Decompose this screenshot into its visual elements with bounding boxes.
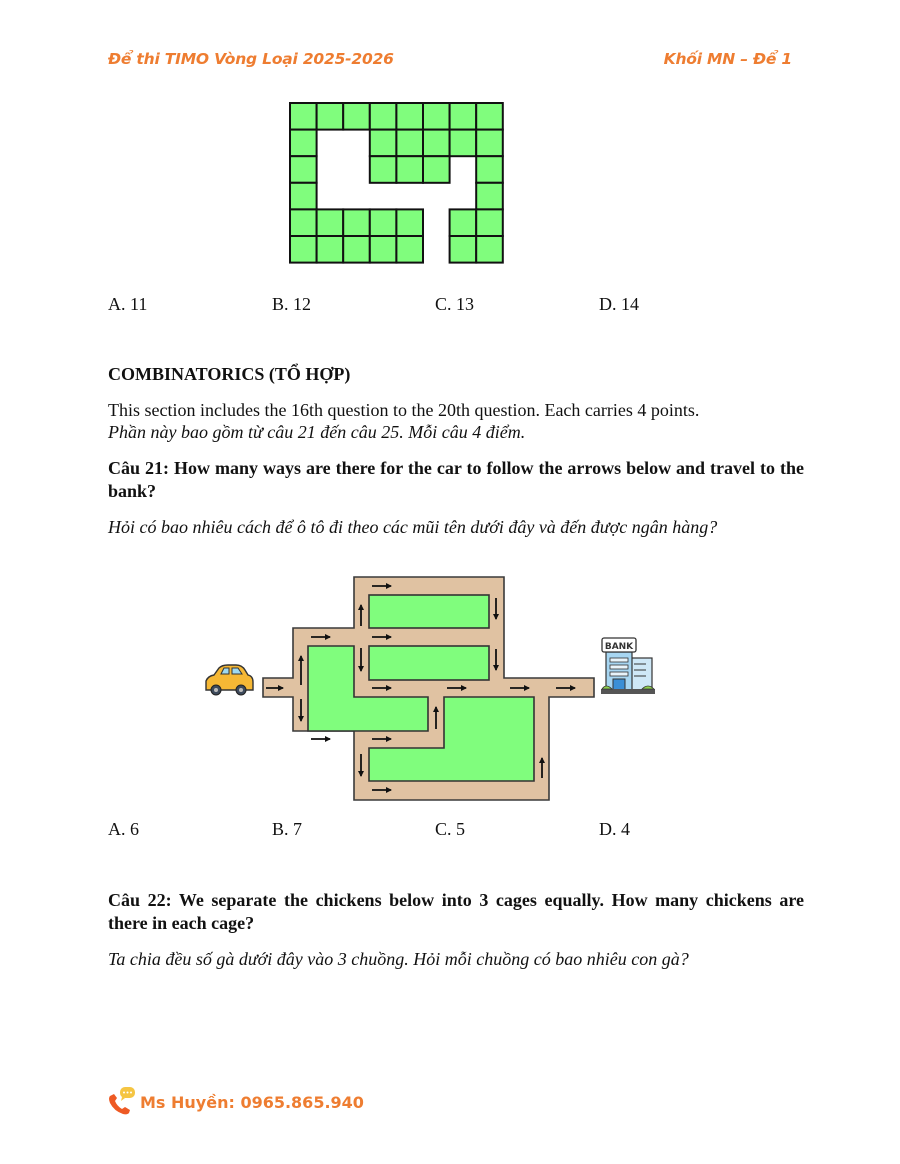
grid-cell bbox=[396, 103, 423, 130]
grid-cell bbox=[317, 103, 344, 130]
grid-cell bbox=[290, 103, 317, 130]
q21-title-en: Câu 21: How many ways are there for the car to follow the arrows below and travel to the bank? bbox=[108, 458, 804, 501]
q20-option-c[interactable]: C. 13 bbox=[435, 294, 475, 314]
grid-cell bbox=[476, 236, 503, 263]
grid-cell bbox=[396, 130, 423, 157]
grid-cell bbox=[370, 103, 397, 130]
grid-figure-svg bbox=[288, 101, 506, 275]
q21-option-d[interactable]: D. 4 bbox=[599, 819, 630, 839]
maze-svg bbox=[195, 570, 675, 810]
grid-cell bbox=[343, 103, 370, 130]
section-desc-vi: Phần này bao gồm từ câu 21 đến câu 25. Mỗi câu 4 điểm. bbox=[108, 422, 526, 442]
q22-title-en: Câu 22: We separate the chickens below into 3 cages equally. How many chickens are there in each cage? bbox=[108, 890, 804, 933]
grid-cell bbox=[290, 183, 317, 210]
block-middle bbox=[369, 646, 489, 680]
grid-cell bbox=[450, 209, 477, 236]
grid-cell bbox=[343, 236, 370, 263]
grid-cell bbox=[476, 156, 503, 183]
grid-cell bbox=[370, 156, 397, 183]
grid-cell bbox=[290, 156, 317, 183]
grid-cell bbox=[317, 209, 344, 236]
header-title: Để thi TIMO Vòng Loại 2025-2026 bbox=[108, 50, 394, 68]
grid-cell bbox=[423, 130, 450, 157]
grid-cell bbox=[396, 209, 423, 236]
q21-option-c[interactable]: C. 5 bbox=[435, 819, 466, 839]
grid-cell bbox=[290, 236, 317, 263]
bank-icon bbox=[601, 638, 655, 694]
grid-cell bbox=[476, 209, 503, 236]
grid-cell bbox=[476, 183, 503, 210]
phone-chat-icon bbox=[106, 1086, 140, 1118]
car-icon bbox=[206, 665, 253, 695]
section-title: COMBINATORICS (TỔ HỢP) bbox=[108, 364, 351, 384]
grid-cell bbox=[396, 236, 423, 263]
grid-cell bbox=[396, 156, 423, 183]
grid-figure bbox=[288, 101, 506, 280]
grid-cell bbox=[290, 209, 317, 236]
grid-cell bbox=[370, 209, 397, 236]
q21-title-vi: Hỏi có bao nhiêu cách để ô tô đi theo các mũi tên dưới đây và đến được ngân hàng? bbox=[108, 517, 718, 537]
section-desc-en: This section includes the 16th question to the 20th question. Each carries 4 points. bbox=[108, 400, 700, 420]
q20-option-b[interactable]: B. 12 bbox=[272, 294, 312, 314]
grid-cell bbox=[423, 103, 450, 130]
q21-option-b[interactable]: B. 7 bbox=[272, 819, 303, 839]
grid-cell bbox=[290, 130, 317, 157]
grid-cell bbox=[476, 130, 503, 157]
q21-option-a[interactable]: A. 6 bbox=[108, 819, 139, 839]
footer-contact-text[interactable]: Ms Huyền: 0965.865.940 bbox=[140, 1092, 364, 1112]
grid-cell bbox=[450, 130, 477, 157]
block-top bbox=[369, 595, 489, 628]
grid-cell bbox=[450, 236, 477, 263]
grid-cell bbox=[450, 103, 477, 130]
grid-cell bbox=[476, 103, 503, 130]
grid-cell bbox=[317, 236, 344, 263]
q20-option-a[interactable]: A. 11 bbox=[108, 294, 148, 314]
q20-option-d[interactable]: D. 14 bbox=[599, 294, 639, 314]
maze-figure bbox=[195, 570, 675, 815]
grid-cell bbox=[370, 130, 397, 157]
grid-cell bbox=[343, 209, 370, 236]
q22-title-vi: Ta chia đều số gà dưới đây vào 3 chuồng. Hỏi mỗi chuồng có bao nhiêu con gà? bbox=[108, 949, 689, 969]
footer-contact bbox=[106, 1086, 364, 1118]
grid-cell bbox=[370, 236, 397, 263]
bank-label: BANK bbox=[604, 642, 634, 652]
header-grade: Khối MN – Để 1 bbox=[663, 50, 792, 68]
grid-cell bbox=[423, 156, 450, 183]
